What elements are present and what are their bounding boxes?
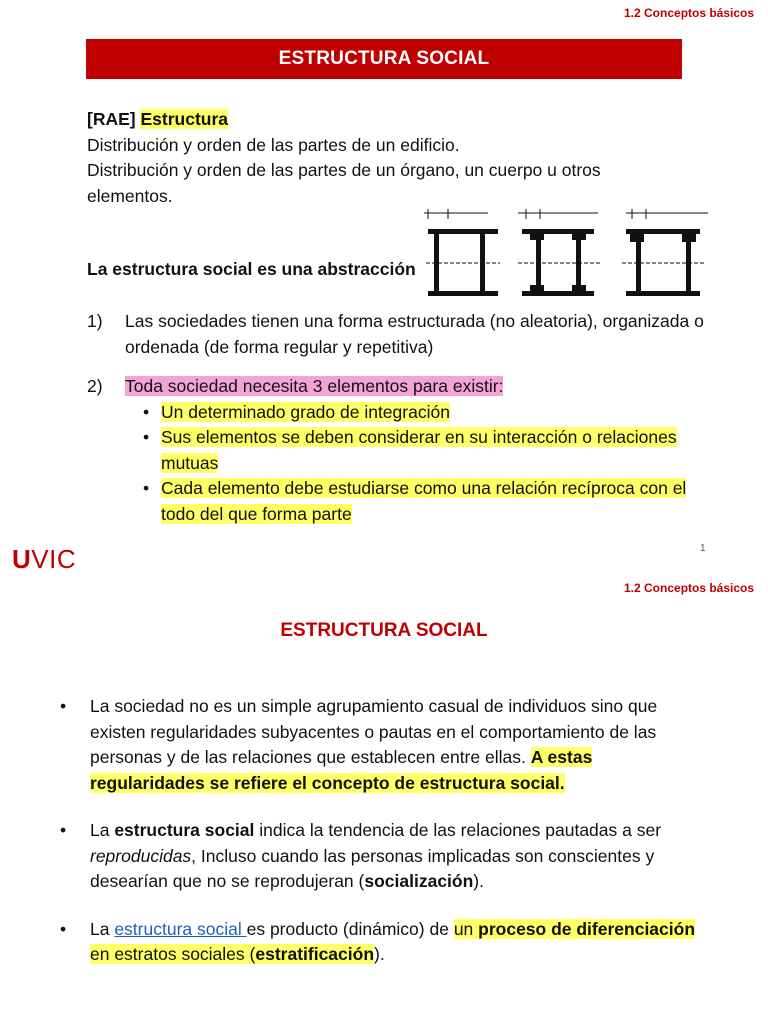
sub-list-item: • Sus elementos se deben considerar en su interacción o relaciones mutuas: [157, 425, 707, 476]
bullet-list: [58, 694, 708, 968]
section-tag: 1.2 Conceptos básicos: [624, 581, 755, 595]
bullet-item: • La estructura social es producto (dinámico) de un proceso de diferenciación en estratos sociales (estratificación).: [58, 917, 708, 968]
sub-list-item: • Un determinado grado de integración: [157, 400, 707, 426]
item-number: 2): [87, 376, 103, 396]
bullet-dot: •: [60, 820, 67, 840]
logo-u: U: [12, 544, 32, 574]
abstraction-statement: La estructura social es una abstracción: [87, 259, 416, 279]
sub-list: [125, 400, 707, 528]
list-item: [87, 374, 707, 527]
bullet-dot: •: [60, 696, 67, 716]
page-number: 1: [700, 543, 706, 554]
bullet-item: • La sociedad no es un simple agrupamiento casual de individuos sino que existen regularidades subyacentes o pautas en el comportamiento de las personas y de las relaciones que establecen entre ellas. A estas regularidades se refiere el concepto de estructura social.: [58, 694, 708, 796]
bullet-dot: •: [60, 918, 67, 939]
i-beam-diagram-icon: [418, 203, 722, 299]
uvic-logo: [12, 544, 76, 575]
sub-list-item: • Cada elemento debe estudiarse como una relación recíproca con el todo del que forma parte: [157, 476, 707, 527]
rae-word: Estructura: [140, 109, 229, 129]
list-item: [87, 309, 707, 360]
estructura-social-link[interactable]: estructura social: [114, 918, 247, 939]
slide-title: ESTRUCTURA SOCIAL: [278, 48, 490, 69]
item-text: Las sociedades tienen una forma estructurada (no aleatoria), organizada o ordenada (de forma regular y repetitiva): [125, 311, 704, 357]
definition-2: Distribución y orden de las partes de un órgano, un cuerpo u otros elementos.: [87, 160, 601, 206]
slide-title: ESTRUCTURA SOCIAL: [280, 620, 488, 641]
rae-definition: [87, 107, 687, 209]
logo-vic: VIC: [31, 544, 77, 574]
numbered-list: [87, 309, 707, 527]
rae-prefix: [RAE]: [87, 109, 136, 129]
slide-title-bar: [86, 39, 682, 79]
bullet-item: • La estructura social indica la tendencia de las relaciones pautadas a ser reproducidas, Incluso cuando las personas implicadas son conscientes y desearían que no se reprodujeran (socialización).: [58, 818, 708, 895]
section-tag: 1.2 Conceptos básicos: [624, 6, 755, 20]
definition-1: Distribución y orden de las partes de un edificio.: [87, 134, 460, 155]
item-number: 1): [87, 311, 103, 331]
item-text: Toda sociedad necesita 3 elementos para existir:: [125, 376, 504, 396]
